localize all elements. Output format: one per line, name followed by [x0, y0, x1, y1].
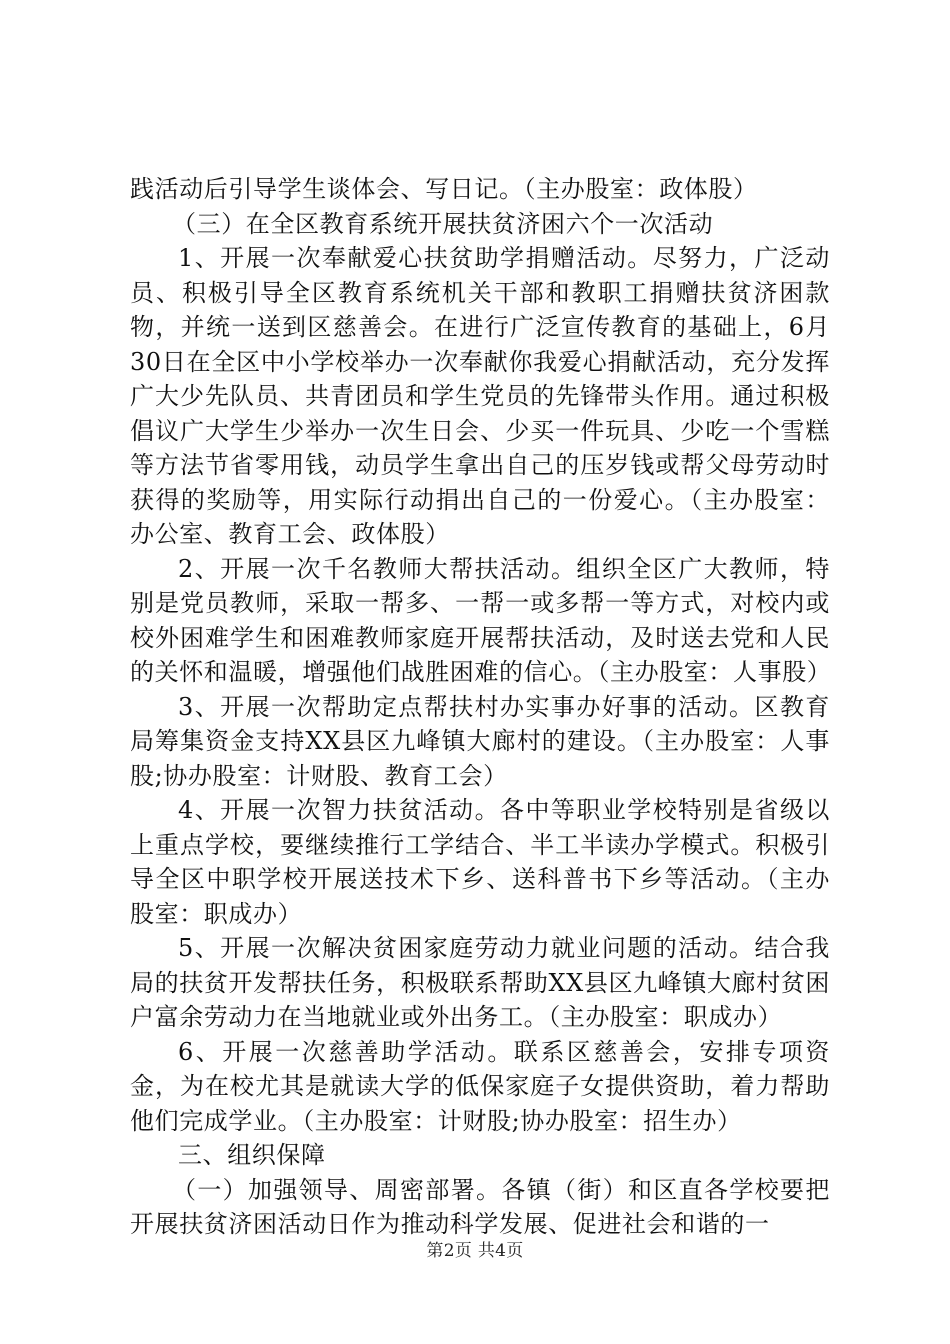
- section-heading-organization: 三、组织保障: [178, 1141, 326, 1169]
- paragraph-item-2: 2、开展一次千名教师大帮扶活动。组织全区广大教师，特别是党员教师，采取一帮多、一帮一或多帮一等方式，对校内或校外困难学生和困难教师家庭开展帮扶活动，及时送去党和人民的关怀和温暖，增强他们战胜困难的信心。（主办股室：人事股）: [130, 554, 832, 686]
- section-heading-three: （三）在全区教育系统开展扶贫济困六个一次活动: [172, 209, 714, 238]
- paragraph-item-3: 3、开展一次帮助定点帮扶村办实事办好事的活动。区教育局筹集资金支持XX县区九峰镇大廊村的建设。（主办股室：人事股;协办股室：计财股、教育工会）: [130, 692, 830, 790]
- paragraph-item-5: 5、开展一次解决贫困家庭劳动力就业问题的活动。结合我局的扶贫开发帮扶任务，积极联系帮助XX县区九峰镇大廊村贫困户富余劳动力在当地就业或外出务工。（主办股室：职成办）: [130, 934, 830, 1031]
- paragraph-item-1: 1、开展一次奉献爱心扶贫助学捐赠活动。尽努力，广泛动员、积极引导全区教育系统机关干部和教职工捐赠扶贫济困款物，并统一送到区慈善会。在进行广泛宣传教育的基础上，6月30日在全区中小学校举办一次奉献你我爱心捐献活动，充分发挥广大少先队员、共青团员和学生党员的先锋带头作用。通过积极倡议广大学生少举办一次生日会、少买一件玩具、少吃一个雪糕等方法节省零用钱，动员学生拿出自己的压岁钱或帮父母劳动时获得的奖励等，用实际行动捐出自己的一份爱心。（主办股室：办公室、教育工会、政体股）: [130, 244, 830, 548]
- paragraph-continuation: 践活动后引导学生谈体会、写日记。（主办股室：政体股）: [130, 175, 758, 203]
- page-footer: 第2页 共4页: [426, 1241, 524, 1261]
- paragraph-organization-1: （一）加强领导、周密部署。各镇（街）和区直各学校要把开展扶贫济困活动日作为推动科学发展、促进社会和谐的一: [130, 1175, 830, 1238]
- paragraph-item-6: 6、开展一次慈善助学活动。联系区慈善会，安排专项资金，为在校尤其是就读大学的低保家庭子女提供资助，着力帮助他们完成学业。（主办股室：计财股;协办股室：招生办）: [130, 1037, 830, 1135]
- paragraph-item-4: 4、开展一次智力扶贫活动。各中等职业学校特别是省级以上重点学校，要继续推行工学结合、半工半读办学模式。积极引导全区中职学校开展送技术下乡、送科普书下乡等活动。（主办股室：职成办）: [130, 796, 830, 928]
- document-body: [130, 172, 830, 1242]
